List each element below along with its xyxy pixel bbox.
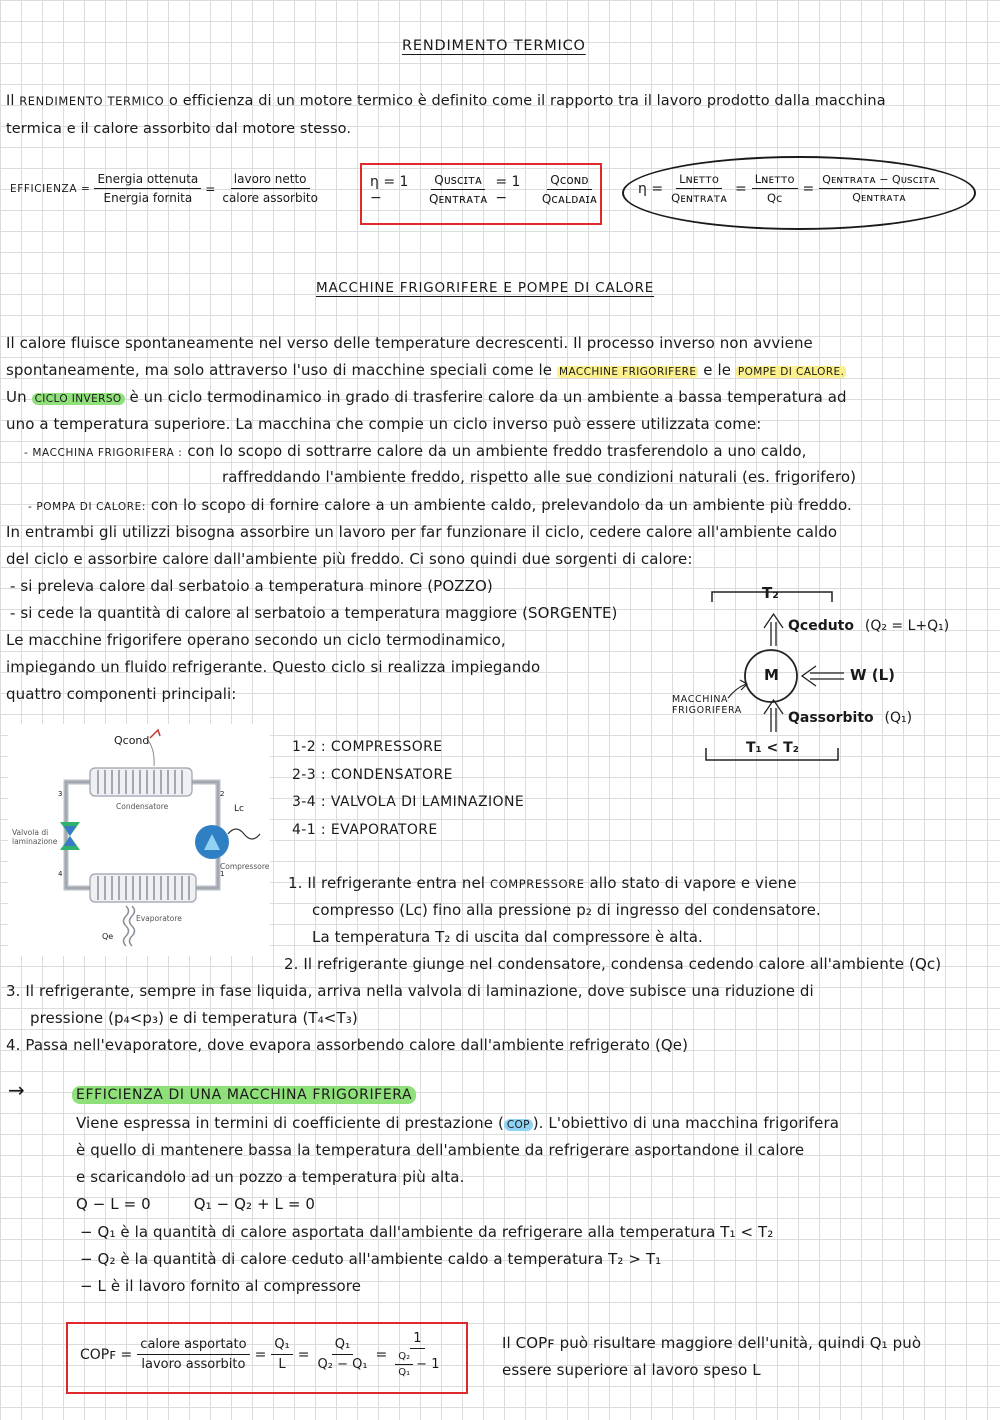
q-ceduto: Qceduto	[788, 618, 854, 634]
q-entrata-2: Qᴇɴᴛʀᴀᴛᴀ	[671, 191, 727, 205]
para-line-9: del ciclo e assorbire calore dall'ambiente più freddo. Ci sono quindi due sorgenti di calore:	[6, 550, 693, 568]
cop-den-2: L	[278, 1357, 286, 1372]
point-4: 4	[58, 870, 63, 878]
intro-text: Il	[6, 93, 20, 109]
component-valvola: 3-4 : VALVOLA DI LAMINAZIONE	[292, 794, 525, 810]
q-cond: Qᴄᴏɴᴅ	[547, 173, 591, 190]
work-label: W (L)	[850, 666, 896, 684]
diagram-lines	[670, 580, 990, 770]
point-3: 3	[58, 790, 63, 798]
para-line-10: - si preleva calore dal serbatoio a temperatura minore (POZZO)	[10, 577, 493, 595]
bullet-pompa-text: con lo scopo di fornire calore a un ambiente caldo, prelevandolo da un ambiente più freddo.	[146, 496, 852, 514]
component-compressore: 1-2 : COMPRESSORE	[292, 739, 443, 755]
evaporatore-label: Evaporatore	[136, 914, 182, 923]
cop-bullet-3: − L è il lavoro fornito al compressore	[80, 1277, 362, 1295]
cop-line-2: è quello di mantenere bassa la temperatura dell'ambiente da refrigerare asportandone il calore	[76, 1141, 805, 1159]
equals-sign-2: =	[735, 180, 747, 197]
balance-eq-2: Q₁ − Q₂ + L = 0	[193, 1195, 316, 1213]
q-uscita: Qᴜsᴄɪᴛᴀ	[431, 173, 485, 190]
cop-note-line-2: essere superiore al lavoro speso L	[502, 1361, 761, 1379]
equals-sign: =	[205, 181, 216, 196]
para-line-8: In entrambi gli utilizzi bisogna assorbire un lavoro per far funzionare il ciclo, cedere calore all'ambiente caldo	[6, 523, 838, 541]
q-e-label: Qe	[102, 932, 114, 941]
condensatore-label: Condensatore	[116, 802, 169, 811]
refrigerator-diagram	[670, 580, 990, 770]
eta-symbol-2: η =	[638, 180, 664, 197]
cop-text-b: ). L'obiettivo di una macchina frigorifera	[532, 1114, 840, 1132]
efficiency-formula	[10, 172, 321, 205]
para-line-6: raffreddando l'ambiente freddo, rispetto alle sue condizioni naturali (es. frigorifero)	[222, 468, 857, 486]
equals-one-minus: = 1 −	[495, 173, 521, 206]
intro-line-2: termica e il calore assorbito dal motore stesso.	[6, 121, 352, 137]
para-line-12: Le macchine frigorifere operano secondo un ciclo termodinamico,	[6, 631, 506, 649]
cop-section-heading	[72, 1084, 416, 1103]
cop-formula-box	[66, 1322, 468, 1394]
bullet-macchina-text: con lo scopo di sottrarre calore da un ambiente freddo trasferendolo a uno caldo,	[182, 442, 807, 460]
valvola-label-2: laminazione	[12, 837, 58, 846]
cop-label: COPꜰ =	[80, 1346, 133, 1363]
intro-caps: RENDIMENTO TERMICO	[19, 94, 165, 108]
step-4: 4. Passa nell'evaporatore, dove evapora assorbendo calore dall'ambiente refrigerato (Qe)	[6, 1036, 689, 1054]
machine-label-1: MACCHINA	[672, 694, 729, 705]
section-title-machines: MACCHINE FRIGORIFERE E POMPE DI CALORE	[316, 280, 655, 296]
cop-num-2: Q₁	[271, 1337, 292, 1355]
refrigeration-cycle-figure	[8, 724, 270, 956]
step-1-line-3: La temperatura T₂ di uscita dal compressore è alta.	[312, 928, 703, 946]
cop-den-4-tail: − 1	[416, 1357, 440, 1372]
q-ceduto-label	[788, 618, 949, 634]
intro-text-b: o efficienza di un motore termico è definito come il rapporto tra il lavoro prodotto dalla macchina	[164, 93, 886, 109]
cop-eq-2: =	[297, 1346, 310, 1363]
para-line-11: - si cede la quantità di calore al serbatoio a temperatura maggiore (SORGENTE)	[10, 604, 618, 622]
cop-num-1: calore asportato	[137, 1337, 249, 1355]
para-line-1: Il calore fluisce spontaneamente nel verso delle temperature decrescenti. Il processo inverso non avviene	[6, 334, 813, 352]
para-text: spontaneamente, ma solo attraverso l'uso di macchine speciali come le	[6, 361, 557, 379]
components-list	[292, 734, 524, 844]
step-1-line-1	[288, 870, 797, 898]
step-1-line-2: compresso (Lc) fino alla pressione p₂ di ingresso del condensatore.	[312, 901, 821, 919]
efficiency-label: EFFICIENZA =	[10, 182, 91, 195]
absorbed-heat: calore assorbito	[222, 191, 318, 205]
net-work: lavoro netto	[231, 172, 310, 189]
q-assorbito: Qassorbito	[788, 710, 874, 726]
point-1: 1	[220, 870, 225, 878]
t1-label: T₁ < T₂	[746, 740, 799, 756]
para-line-2	[6, 357, 846, 386]
para-line-14: quattro componenti principali:	[6, 685, 237, 703]
cop-num-3: Q₁	[332, 1337, 353, 1355]
cop-heading-text: EFFICIENZA DI UNA MACCHINA FRIGORIFERA	[72, 1086, 416, 1104]
cop-text: Viene espressa in termini di coefficiente di prestazione (	[76, 1114, 504, 1132]
q-caldaia: Qᴄᴀʟᴅᴀɪᴀ	[541, 192, 597, 206]
cop-den-3: Q₂ − Q₁	[317, 1357, 368, 1372]
q-c: Qc	[766, 191, 783, 205]
q-entrata-3: Qᴇɴᴛʀᴀᴛᴀ	[852, 191, 906, 204]
cop-bullet-2: − Q₂ è la quantità di calore ceduto all'ambiente caldo a temperatura T₂ > T₁	[80, 1250, 662, 1268]
step-3-line-2: pressione (p₄<p₃) e di temperatura (T₄<T₃)	[30, 1009, 358, 1027]
cop-den-4	[392, 1349, 442, 1378]
cop-line-3: e scaricandolo ad un pozzo a temperatura più alta.	[76, 1168, 465, 1186]
l-netto-2: Lɴᴇᴛᴛᴏ	[752, 172, 798, 189]
step-1-text: 1. Il refrigerante entra nel	[288, 874, 490, 892]
para-line-5	[24, 438, 807, 467]
q-ceduto-eq: (Q₂ = L+Q₁)	[864, 618, 950, 634]
machine-m: M	[764, 666, 779, 684]
cop-num-4: 1	[410, 1331, 424, 1349]
page-title: RENDIMENTO TERMICO	[402, 38, 586, 54]
highlight-ciclo-inverso: CICLO INVERSO	[32, 393, 125, 405]
arrow-icon: →	[8, 1078, 25, 1102]
component-condensatore: 2-3 : CONDENSATORE	[292, 766, 453, 783]
cop-note-line-1: Il COPꜰ può risultare maggiore dell'unità, quindi Q₁ può	[502, 1334, 922, 1352]
highlight-pompe-di-calore: POMPE DI CALORE.	[737, 366, 845, 378]
step-1-text-b: allo stato di vapore e viene	[584, 874, 797, 892]
para-text-c: Un	[6, 388, 32, 406]
highlight-macchine-frigorifere: MACCHINE FRIGORIFERE	[559, 366, 697, 378]
component-evaporatore: 4-1 : EVAPORATORE	[292, 821, 438, 838]
cop-bullet-1: − Q₁ è la quantità di calore asportata dall'ambiente da refrigerare alla temperatura T₁ < T₂	[80, 1223, 774, 1241]
q-assorbito-eq: (Q₁)	[884, 710, 913, 726]
t2-label: T₂	[762, 584, 779, 602]
machine-label-2: FRIGORIFERA	[672, 705, 742, 716]
q-entrata: Qᴇɴᴛʀᴀᴛᴀ	[428, 192, 488, 206]
valvola-label-1: Valvola di	[12, 828, 49, 837]
intro-line-1	[6, 88, 886, 115]
bullet-pompa: - POMPA DI CALORE:	[28, 501, 147, 513]
cop-den-4-num: Q₂	[395, 1351, 413, 1365]
cop-den-1: lavoro assorbito	[141, 1357, 246, 1372]
highlight-cop: COP	[504, 1119, 533, 1131]
lc-label: Lc	[234, 804, 244, 814]
bullet-macchina: - MACCHINA FRIGORIFERA :	[24, 447, 183, 459]
q-assorbito-label	[788, 710, 912, 726]
compressore-label: Compressore	[220, 862, 270, 871]
energy-balance	[76, 1191, 315, 1218]
valvola-label	[12, 828, 57, 846]
step-1-caps: COMPRESSORE	[489, 877, 585, 891]
eta-symbol: η = 1 −	[370, 173, 409, 206]
cop-den-4-den: Q₁	[398, 1367, 411, 1378]
step-3-line-1: 3. Il refrigerante, sempre in fase liquida, arriva nella valvola di laminazione, dove subisce una riduzione di	[6, 982, 814, 1000]
cop-eq-1: =	[254, 1346, 267, 1363]
point-2: 2	[220, 790, 225, 798]
l-netto: Lɴᴇᴛᴛᴏ	[676, 172, 722, 189]
para-line-4: uno a temperatura superiore. La macchina che compie un ciclo inverso può essere utilizzata come:	[6, 415, 762, 433]
efficiency-oval	[622, 156, 976, 230]
para-line-13: impiegando un fluido refrigerante. Questo ciclo si realizza impiegando	[6, 658, 541, 676]
para-line-7	[28, 492, 852, 521]
q-diff: Qᴇɴᴛʀᴀᴛᴀ − Qᴜsᴄɪᴛᴀ	[819, 173, 938, 189]
para-text-d: è un ciclo termodinamico in grado di trasferire calore da un ambiente a bassa temperatura ad	[124, 388, 847, 406]
energy-supplied: Energia fornita	[103, 191, 193, 205]
machine-label	[672, 694, 742, 716]
equals-sign-3: =	[802, 180, 815, 197]
step-2: 2. Il refrigerante giunge nel condensatore, condensa cedendo calore all'ambiente (Qc)	[284, 955, 942, 973]
para-line-3	[6, 384, 847, 413]
energy-obtained: Energia ottenuta	[94, 172, 201, 189]
efficiency-red-box	[360, 163, 602, 225]
q-cond-label: Qcond	[114, 734, 150, 747]
cop-eq-3: =	[375, 1346, 388, 1363]
cop-line-1	[76, 1110, 839, 1139]
balance-eq-1: Q − L = 0	[76, 1195, 151, 1213]
para-text-b: e le	[698, 361, 736, 379]
